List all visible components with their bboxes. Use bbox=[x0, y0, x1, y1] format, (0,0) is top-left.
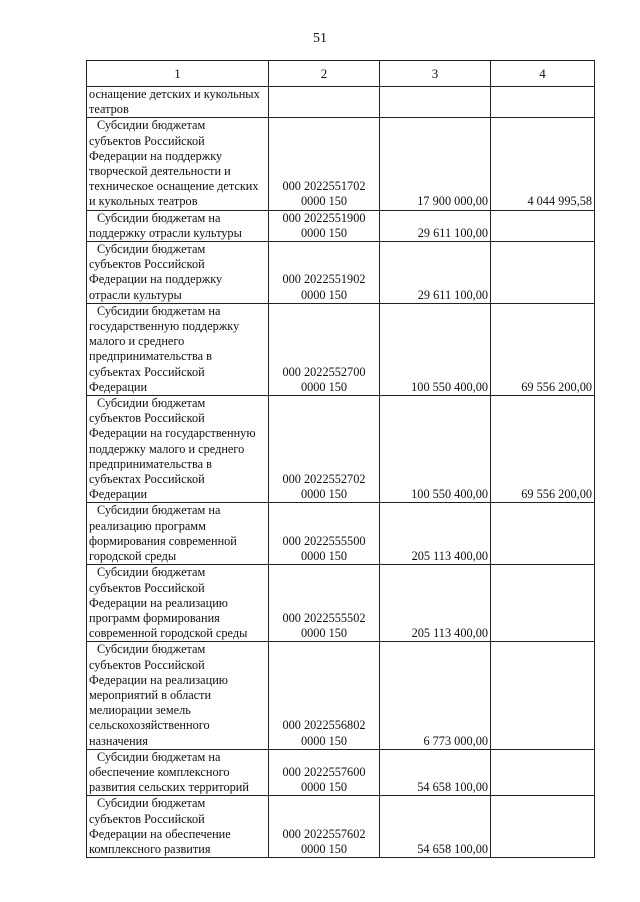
row-amount-executed-cell bbox=[491, 503, 595, 565]
row-name-cell: Субсидии бюджетам на обеспечение комплексного развития сельских территорий bbox=[87, 749, 269, 796]
table-row bbox=[87, 503, 595, 565]
table-row bbox=[87, 118, 595, 210]
row-code-cell: 000 2022552702 0000 150 bbox=[269, 396, 380, 503]
row-name-cell: оснащение детских и кукольных театров bbox=[87, 87, 269, 118]
column-header-2: 2 bbox=[269, 61, 380, 87]
row-name-cell: Субсидии бюджетам субъектов Российской Федерации на реализацию мероприятий в области мелиорации земель сельскохозяйственного назначения bbox=[87, 642, 269, 749]
row-amount-cell: 100 550 400,00 bbox=[380, 396, 491, 503]
column-header-1: 1 bbox=[87, 61, 269, 87]
row-name-cell: Субсидии бюджетам субъектов Российской Федерации на реализацию программ формирования современной городской среды bbox=[87, 565, 269, 642]
page-number: 51 bbox=[313, 31, 327, 46]
row-code-cell: 000 2022555502 0000 150 bbox=[269, 565, 380, 642]
row-amount-executed-cell bbox=[491, 565, 595, 642]
row-amount-executed-cell bbox=[491, 796, 595, 858]
row-name-cell: Субсидии бюджетам субъектов Российской Федерации на обеспечение комплексного развития bbox=[87, 796, 269, 858]
row-code-cell: 000 2022557602 0000 150 bbox=[269, 796, 380, 858]
row-code-cell: 000 2022551702 0000 150 bbox=[269, 118, 380, 210]
row-amount-executed-cell: 69 556 200,00 bbox=[491, 396, 595, 503]
row-amount-cell: 54 658 100,00 bbox=[380, 796, 491, 858]
row-name-cell: Субсидии бюджетам субъектов Российской Федерации на поддержку творческой деятельности и техническое оснащение детских и кукольных театров bbox=[87, 118, 269, 210]
row-amount-cell bbox=[380, 87, 491, 118]
row-amount-executed-cell bbox=[491, 642, 595, 749]
row-code-cell: 000 2022555500 0000 150 bbox=[269, 503, 380, 565]
row-amount-cell: 100 550 400,00 bbox=[380, 303, 491, 395]
row-amount-cell: 29 611 100,00 bbox=[380, 210, 491, 241]
row-code-cell: 000 2022557600 0000 150 bbox=[269, 749, 380, 796]
table-row bbox=[87, 565, 595, 642]
row-code-cell bbox=[269, 87, 380, 118]
row-code-cell: 000 2022552700 0000 150 bbox=[269, 303, 380, 395]
table-row bbox=[87, 749, 595, 796]
row-amount-cell: 205 113 400,00 bbox=[380, 565, 491, 642]
row-amount-executed-cell bbox=[491, 210, 595, 241]
row-code-cell: 000 2022551900 0000 150 bbox=[269, 210, 380, 241]
table-row bbox=[87, 87, 595, 118]
row-name-cell: Субсидии бюджетам на поддержку отрасли культуры bbox=[87, 210, 269, 241]
table-row bbox=[87, 796, 595, 858]
row-amount-executed-cell bbox=[491, 87, 595, 118]
row-amount-executed-cell: 69 556 200,00 bbox=[491, 303, 595, 395]
table-row bbox=[87, 303, 595, 395]
row-amount-executed-cell bbox=[491, 749, 595, 796]
table-row bbox=[87, 642, 595, 749]
table-row bbox=[87, 396, 595, 503]
table-row bbox=[87, 210, 595, 241]
row-name-cell: Субсидии бюджетам субъектов Российской Федерации на поддержку отрасли культуры bbox=[87, 242, 269, 304]
row-amount-cell: 29 611 100,00 bbox=[380, 242, 491, 304]
row-code-cell: 000 2022551902 0000 150 bbox=[269, 242, 380, 304]
row-amount-cell: 54 658 100,00 bbox=[380, 749, 491, 796]
row-amount-cell: 205 113 400,00 bbox=[380, 503, 491, 565]
table-body bbox=[87, 87, 595, 858]
row-name-cell: Субсидии бюджетам на государственную поддержку малого и среднего предпринимательства в субъектах Российской Федерации bbox=[87, 303, 269, 395]
row-amount-cell: 17 900 000,00 bbox=[380, 118, 491, 210]
row-name-cell: Субсидии бюджетам субъектов Российской Федерации на государственную поддержку малого и среднего предпринимательства в субъектах Российской Федерации bbox=[87, 396, 269, 503]
row-amount-executed-cell: 4 044 995,58 bbox=[491, 118, 595, 210]
column-header-3: 3 bbox=[380, 61, 491, 87]
budget-table bbox=[86, 60, 595, 858]
row-amount-cell: 6 773 000,00 bbox=[380, 642, 491, 749]
row-code-cell: 000 2022556802 0000 150 bbox=[269, 642, 380, 749]
header-row bbox=[87, 61, 595, 87]
table-row bbox=[87, 242, 595, 304]
column-header-4: 4 bbox=[491, 61, 595, 87]
row-amount-executed-cell bbox=[491, 242, 595, 304]
row-name-cell: Субсидии бюджетам на реализацию программ формирования современной городской среды bbox=[87, 503, 269, 565]
